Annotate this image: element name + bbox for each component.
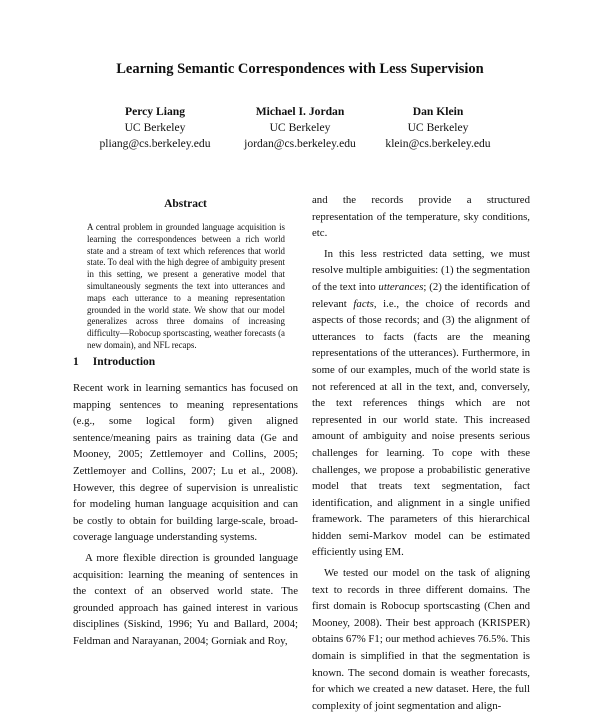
right-column (312, 192, 530, 714)
emphasis: utterances (378, 280, 424, 293)
author-block (338, 104, 538, 152)
paragraph: We tested our model on the task of aligning text to records in three different domains. The first domain is Robocup sportscasting (Chen and Mooney, 2008). Their best approach (KRISPER) obtains 67% F1; our method achieves 76.5%. This domain is simplified in that the segmentation is known. The second domain is weather forecasts, for which we created a new dataset. Here, the full complexity of joint segmentation and align- (312, 567, 530, 712)
author-affiliation: UC Berkeley (124, 121, 186, 134)
author-name: Percy Liang (124, 105, 185, 118)
abstract-text: A central problem in grounded language acquisition is learning the correspondences between a rich world state and a stream of text which references that world state. To deal with the high degree of ambiguity present in this setting, we present a generative model that simultaneously segments the text into utterances and maps each utterance to a meaning representation grounded in the world state. We show that our model generalizes across three domains of increasing difficulty—Robocup sportscasting, weather forecasts (a new domain), and NFL recaps. (87, 222, 285, 350)
section-number: 1 (73, 356, 79, 368)
section-heading (73, 356, 169, 368)
author-name: Michael I. Jordan (255, 105, 345, 118)
author-email: pliang@cs.berkeley.edu (99, 137, 211, 150)
emphasis: facts (353, 297, 374, 310)
author-affiliation: UC Berkeley (269, 121, 331, 134)
author-email: klein@cs.berkeley.edu (385, 137, 491, 150)
abstract-heading: Abstract (164, 198, 207, 210)
paragraph: In this less restricted data setting, we must resolve multiple ambiguities: (1) the segmentation of the text into utterances; (2) the identification of relevant facts, i.e., the choice of records and aspects of those records; and (3) the alignment of utterances to facts (facts are the meaning representations of the utterances). Furthermore, in some of our examples, much of the world state is not referenced at all in the text, and, conversely, the text references things which are not represented in our world state. This increased amount of ambiguity and noise presents serious challenges for learning. To cope with these challenges, we propose a probabilistic generative model that treats text segmentation, fact identification, and alignment in a single unified framework. The parameters of this hierarchical hidden semi-Markov model can be estimated efficiently using EM. (312, 247, 530, 559)
author-affiliation: UC Berkeley (407, 121, 469, 134)
author-name: Dan Klein (412, 105, 464, 118)
paragraph: Recent work in learning semantics has focused on mapping sentences to meaning representations (e.g., some logical form) given aligned sentence/meaning pairs as training data (Ge and Mooney, 2005; Zettlemoyer and Collins, 2005; Zettlemoyer and Collins, 2007; Lu et al., 2008). However, this degree of supervision is unrealistic for modeling human language acquisition and can be costly to obtain for building large-scale, broad-coverage language understanding systems. (73, 382, 298, 544)
section-title: Introduction (92, 356, 156, 368)
paragraph: and the records provide a structured representation of the temperature, sky conditions, etc. (312, 194, 530, 240)
paper-title: Learning Semantic Correspondences with Less Supervision (116, 61, 484, 77)
left-column (73, 380, 298, 650)
paragraph: A more flexible direction is grounded language acquisition: learning the meaning of sentences in the context of an observed world state. The grounded approach has gained interest in various disciplines (Siskind, 1996; Yu and Ballard, 2004; Feldman and Narayanan, 2004; Gorniak and Roy, (73, 551, 298, 647)
author-email: jordan@cs.berkeley.edu (244, 137, 356, 150)
